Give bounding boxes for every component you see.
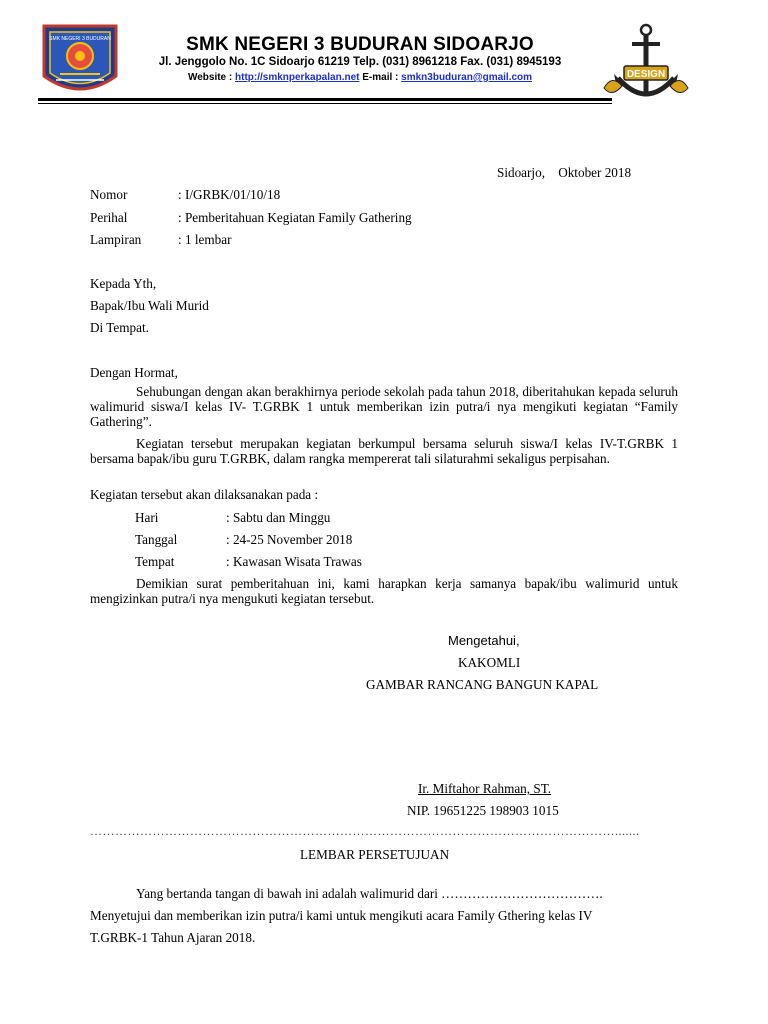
schedule-label-tempat: Tempat [135,554,175,569]
website-label: Website : [187,72,235,83]
school-contact [110,72,610,83]
salutation: Dengan Hormat, [90,365,178,380]
reference-label-lampiran: Lampiran [90,232,142,247]
approval-line-1: Yang bertanda tangan di bawah ini adalah walimurid dari ………………………………. [136,886,603,901]
schedule-value-tanggal: : 24-25 November 2018 [226,532,353,547]
recipient-line-3: Di Tempat. [90,320,149,335]
reference-label-nomor: Nomor [90,187,128,202]
email-label: E-mail : [359,72,402,83]
schedule-intro: Kegiatan tersebut akan dilaksanakan pada : [90,487,319,502]
letterhead-rule-thick [38,98,612,101]
signatory-nip: NIP. 19651225 198903 1015 [407,803,559,818]
signature-department: KAKOMLI [458,655,521,670]
design-lettering: DESIGN [626,69,666,80]
signatory-name: Ir. Miftahor Rahman, ST. [418,781,552,796]
signature-acknowledged: Mengetahui, [448,633,520,648]
schedule-label-hari: Hari [135,510,159,525]
approval-title: LEMBAR PERSETUJUAN [300,847,450,862]
recipient-line-2: Bapak/Ibu Wali Murid [90,298,209,313]
schedule-value-tempat: : Kawasan Wisata Trawas [226,554,362,569]
school-name: SMK NEGERI 3 BUDURAN SIDOARJO [186,34,534,55]
paragraph-closing: Demikian surat pemberitahuan ini, kami harapkan kerja samanya bapak/ibu walimurid untuk mengizinkan putra/i nya mengukuti kegiatan tersebut. [90,576,678,606]
anchor-design-icon [598,18,694,110]
website-link[interactable]: http://smknperkapalan.net [235,72,360,83]
reference-value-perihal: : Pemberitahuan Kegiatan Family Gathering [178,210,412,225]
signature-field: GAMBAR RANCANG BANGUN KAPAL [366,677,599,692]
approval-line-2: Menyetujui dan memberikan izin putra/i kami untuk mengikuti acara Family Gthering kelas IV [90,908,593,923]
paragraph-activity: Kegiatan tersebut merupakan kegiatan berkumpul bersama seluruh siswa/I kelas IV-T.GRBK 1 bersama bapak/ibu guru T.GRBK, dalam rangka mempererat tali silaturahmi sekaligus perpisahan. [90,436,678,466]
paragraph-announcement: Sehubungan dengan akan berakhirnya periode sekolah pada tahun 2018, diberitahukan kepada seluruh walimurid siswa/I kelas IV- T.GRBK 1 untuk memberikan izin putra/i nya mengikuti kegiatan “Family Gathering”. [90,384,678,429]
cut-line: ………………………………………………………………………………………………………………....... [90,824,640,838]
schedule-label-tanggal: Tanggal [135,532,178,547]
reference-value-lampiran: : 1 lembar [178,232,232,247]
reference-label-perihal: Perihal [90,210,128,225]
letter-date [497,165,631,180]
letter-month: Oktober 2018 [558,165,632,180]
email-link[interactable]: smkn3buduran@gmail.com [401,72,533,83]
school-address: Jl. Jenggolo No. 1C Sidoarjo 61219 Telp. (031) 8961218 Fax. (031) 8945193 [158,56,562,68]
letter-place: Sidoarjo, [497,165,545,180]
letterhead-rule-thin [38,103,612,104]
recipient-line-1: Kepada Yth, [90,276,157,291]
reference-value-nomor: : I/GRBK/01/10/18 [178,187,281,202]
schedule-value-hari: : Sabtu dan Minggu [226,510,331,525]
crest-lettering: SMK NEGERI 3 BUDURAN [49,36,111,42]
approval-line-3: T.GRBK-1 Tahun Ajaran 2018. [90,930,256,945]
